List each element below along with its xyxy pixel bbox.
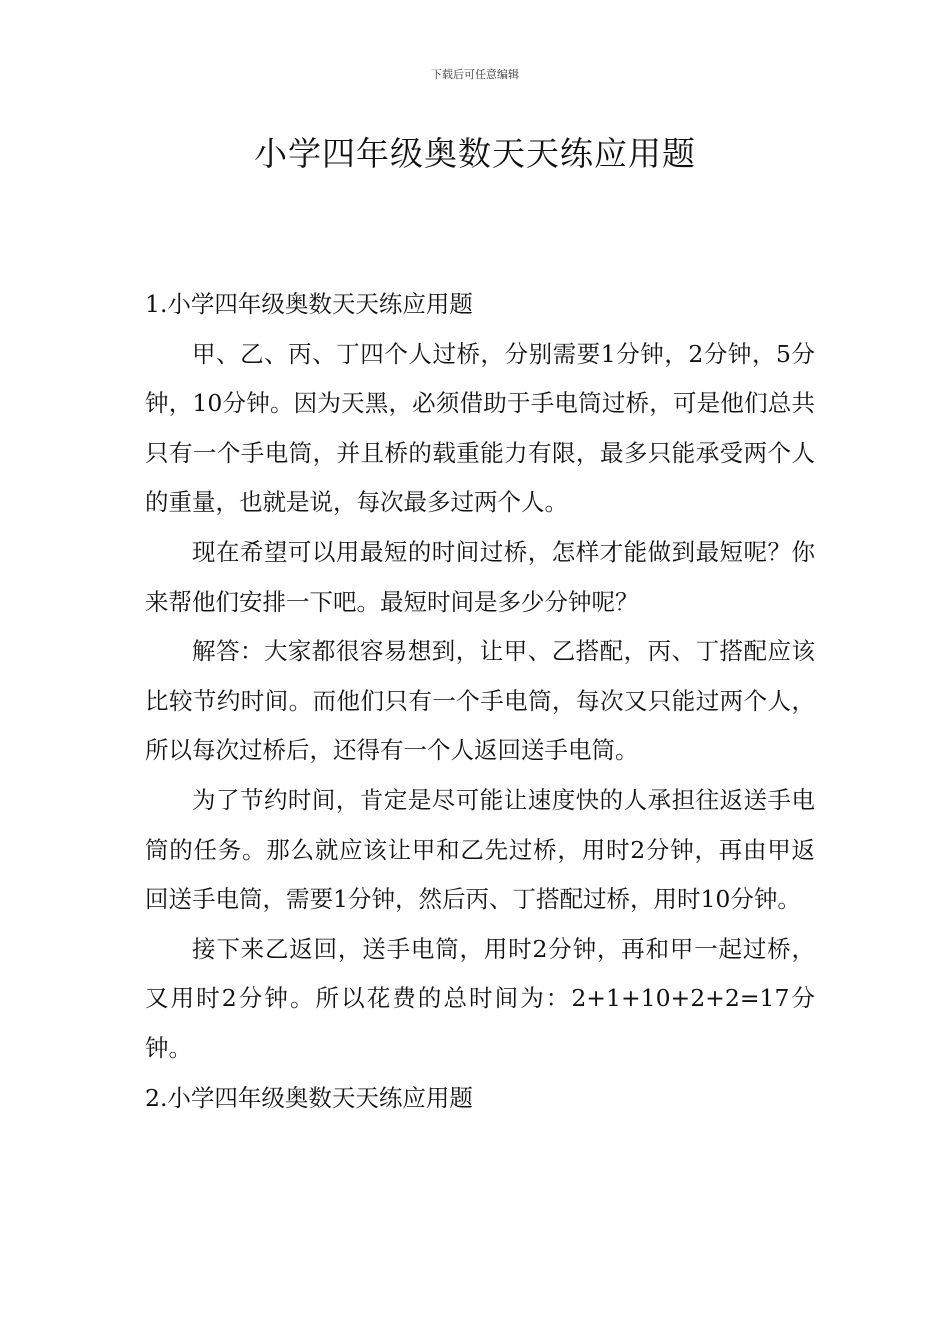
- paragraph-problem: 甲、乙、丙、丁四个人过桥，分别需要1分钟，2分钟，5分钟，10分钟。因为天黑，必须借助于手电筒过桥，可是他们总共只有一个手电筒，并且桥的载重能力有限，最多只能承受两个人的重量，也就是说，每次最多过两个人。: [145, 339, 815, 517]
- paragraph-question: 现在希望可以用最短的时间过桥，怎样才能做到最短呢？你来帮他们安排一下吧。最短时间是多少分钟呢？: [145, 537, 815, 616]
- document-body: [145, 280, 815, 1123]
- paragraph-answer-total: 接下来乙返回，送手电筒，用时2分钟，再和甲一起过桥，又用时2分钟。所以花费的总时间为：2+1+10+2+2=17分钟。: [145, 934, 815, 1062]
- section-2-heading: 2.小学四年级奥数天天练应用题: [145, 1083, 473, 1112]
- paragraph-answer-intro: 解答：大家都很容易想到，让甲、乙搭配，丙、丁搭配应该比较节约时间。而他们只有一个手电筒，每次又只能过两个人，所以每次过桥后，还得有一个人返回送手电筒。: [145, 637, 815, 765]
- document-title: 小学四年级奥数天天练应用题: [254, 134, 696, 173]
- section-1-heading: 1.小学四年级奥数天天练应用题: [145, 290, 473, 318]
- page-header-note: 下载后可任意编辑: [431, 68, 519, 81]
- paragraph-answer-strategy: 为了节约时间，肯定是尽可能让速度快的人承担往返送手电筒的任务。那么就应该让甲和乙先过桥，用时2分钟，再由甲返回送手电筒，需要1分钟，然后丙、丁搭配过桥，用时10分钟。: [145, 785, 815, 914]
